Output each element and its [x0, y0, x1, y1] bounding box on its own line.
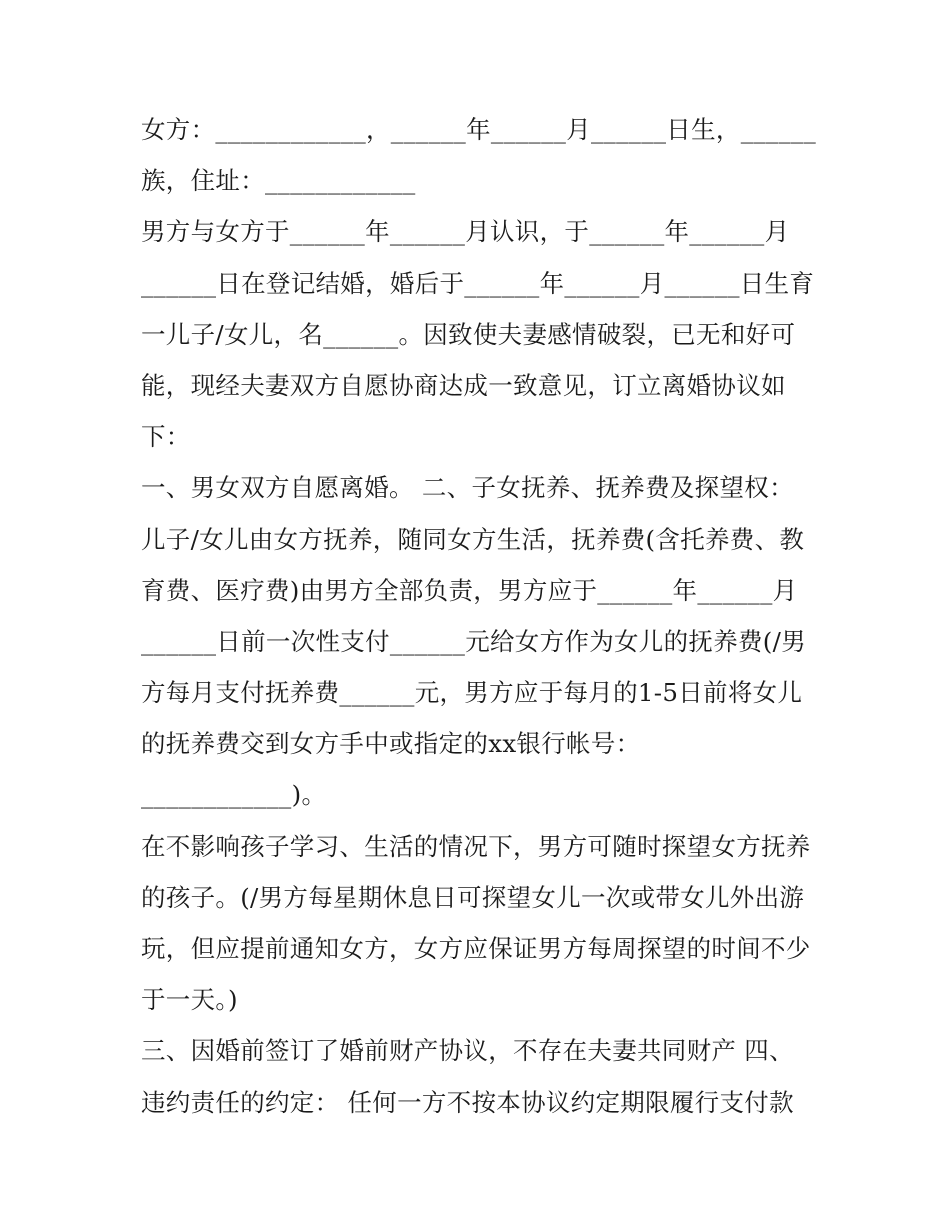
text-line: 方每月支付抚养费______元，男方应于每月的1-5日前将女儿: [141, 678, 803, 708]
text-line: ______日在登记结婚，婚后于______年______月______日生育: [141, 268, 815, 298]
text-line: 玩，但应提前通知女方，女方应保证男方每周探望的时间不少: [141, 934, 811, 963]
text-line: 儿子/女儿由女方抚养，随同女方生活，抚养费(含托养费、教: [141, 524, 805, 554]
text-line: 育费、医疗费)由男方全部负责，男方应于______年______月: [141, 575, 798, 605]
agreement-text: [141, 104, 821, 1128]
text-line: 族，住址：____________: [141, 166, 416, 196]
text-line: 一儿子/女儿，名______。因致使夫妻感情破裂，已无和好可: [141, 319, 796, 349]
text-line: 男方与女方于______年______月认识，于______年______月: [141, 217, 790, 247]
text-line: 于一天。): [141, 985, 238, 1015]
text-line: 的孩子。(/男方每星期休息日可探望女儿一次或带女儿外出游: [141, 882, 805, 912]
text-line: ______日前一次性支付______元给女方作为女儿的抚养费(/男: [141, 626, 807, 656]
text-line: 在不影响孩子学习、生活的情况下，男方可随时探望女方抚养: [141, 831, 811, 861]
text-line: 三、因婚前签订了婚前财产协议，不存在夫妻共同财产 四、: [141, 1036, 794, 1066]
text-line: 能，现经夫妻双方自愿协商达成一致意见，订立离婚协议如: [141, 370, 786, 400]
text-line: ____________)。: [141, 780, 327, 810]
text-line: 下：: [141, 422, 191, 452]
text-line: 一、男女双方自愿离婚。 二、子女抚养、抚养费及探望权：: [141, 473, 794, 503]
text-line: 的抚养费交到女方手中或指定的xx银行帐号：: [141, 729, 641, 759]
text-line: 女方：____________，______年______月______日生，______: [141, 115, 816, 144]
text-line: 违约责任的约定： 任何一方不按本协议约定期限履行支付款: [141, 1087, 794, 1117]
